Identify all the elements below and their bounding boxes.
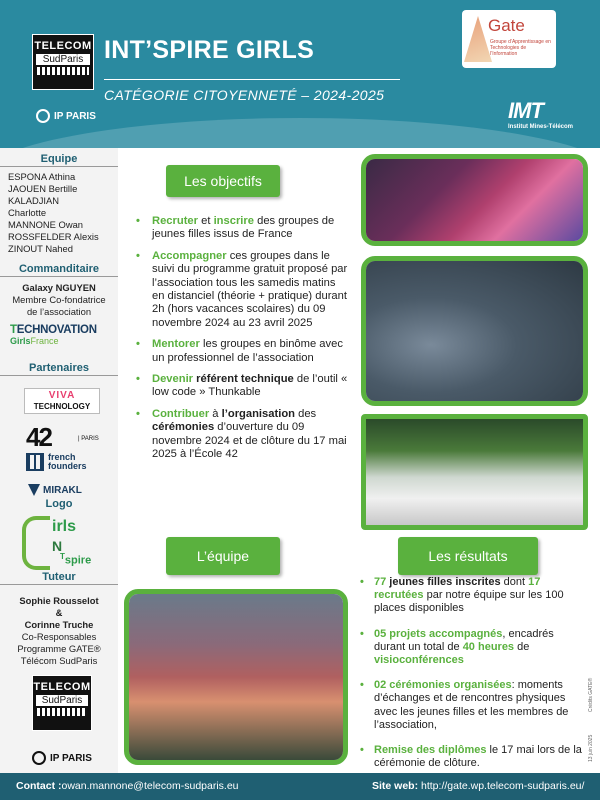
page-subtitle: CATÉGORIE CITOYENNETÉ – 2024-2025 [104, 87, 385, 103]
team-member: JAOUEN Bertille [8, 183, 78, 194]
text-run: Accompagner [152, 249, 227, 262]
bottom-ipparis-logo: IP PARIS [32, 751, 92, 765]
partners-heading: Partenaires [0, 362, 118, 376]
results-heading-box: Les résultats [398, 537, 538, 575]
text-run: Remise des diplômes [374, 744, 487, 757]
text-run: des groupes de jeunes filles issus de France [152, 215, 335, 241]
team-list [8, 171, 99, 255]
mirakl-icon [28, 484, 40, 496]
text-run: jeunes filles inscrites [386, 576, 501, 588]
objective-item [134, 408, 348, 462]
website-link[interactable]: http://gate.wp.telecom-sudparis.eu/ [418, 780, 585, 792]
text-run: 40 heures [462, 640, 515, 653]
text-run: cérémonies [152, 421, 215, 434]
logo-g-shape [22, 516, 50, 570]
text-run: Devenir [152, 373, 194, 386]
tutor-info: Sophie Rousselot & Corinne Truche Co-Responsables Programme GATE® Télécom SudParis [17, 595, 101, 666]
contact-email-link[interactable]: owan.mannone@telecom-sudparis.eu [61, 780, 239, 792]
team-member: ZINOUT Nahed [8, 243, 73, 254]
photo-team [124, 589, 348, 765]
logo-heading: Logo [45, 498, 73, 510]
footer-website: Site web: http://gate.wp.telecom-sudparis.eu/ [372, 780, 585, 792]
text-run: les groupes en binôme avec un professionnel de l’association [152, 338, 343, 364]
logo-barcode [37, 708, 87, 716]
sponsor-name: Galaxy NGUYEN [22, 282, 96, 293]
sidebar [0, 148, 118, 773]
objective-item [134, 215, 348, 242]
text-run: , encadrés durant un total de [374, 627, 554, 653]
imt-logo: IMT Institut Mines-Télécom [508, 98, 574, 130]
objective-item [134, 373, 348, 400]
text-run: 05 projets accompagnés [374, 627, 503, 640]
objective-item [134, 250, 348, 330]
text-run: Recruter [152, 215, 199, 227]
photo-image [366, 419, 583, 525]
objectives-list [134, 215, 348, 470]
photo-laptops [361, 256, 588, 406]
footer [0, 773, 600, 800]
text-run: 02 cérémonies organisées [374, 679, 512, 692]
mirakl-logo: MIRAKL [28, 484, 82, 496]
ipparis-logo: IP PARIS [36, 109, 96, 123]
text-run: de [514, 640, 530, 653]
title-divider [104, 79, 400, 80]
results-list [360, 576, 586, 782]
girls-n-tspire-logo: irls N $^T$spire [22, 516, 102, 570]
photo-image [366, 159, 583, 241]
text-run: Contribuer [152, 407, 210, 420]
text-run: 17 recrutées [374, 576, 541, 602]
text-run: dont [500, 576, 529, 588]
logo-42-city: | PARIS [78, 436, 99, 442]
objectives-heading: Les objectifs [166, 165, 280, 197]
text-run: Mentorer [152, 338, 200, 351]
ipparis-icon [32, 751, 46, 765]
header-banner [0, 0, 600, 148]
credit-note: Crédits GATE® [588, 677, 594, 712]
photo-image [129, 594, 343, 760]
team-heading: Equipe [0, 153, 118, 167]
vivatech-logo: VIVA TECHNOLOGY [24, 388, 100, 414]
photo-ceremony-group [361, 414, 588, 530]
page-title: INT’SPIRE GIRLS [104, 36, 315, 64]
text-run: : moments d’échanges et de rencontres physiques avec les jeunes filles et les membres de l’association, [374, 679, 569, 731]
logo-42: 42 [26, 422, 51, 452]
result-item [360, 576, 586, 616]
text-run: référent technique [193, 373, 294, 386]
text-run: ces groupes dans le suivi du programme gratuit proposé par l’association tous les samedis matins en distanciel (théorie + pratique) durant 2h (hors vacances scolaires) du 09 novembre 2024 au 23 avril 2025 [152, 249, 348, 329]
text-run: par notre équipe sur les 100 places disponibles [374, 589, 564, 615]
text-run: des [295, 407, 317, 420]
text-run: et [198, 215, 214, 227]
text-run: d’ouverture du 09 novembre 2024 et de clôture du 17 mai 2025 à l’École 42 [152, 421, 347, 461]
french-founders-logo: french founders [26, 453, 87, 471]
team-member: MANNONE Owan [8, 219, 84, 230]
footer-contact: Contact :owan.mannone@telecom-sudparis.eu [16, 780, 239, 792]
technovation-logo: TECHNOVATION GirlsFrance [10, 324, 97, 346]
bottom-telecom-sudparis-logo: TELECOM SudParis [32, 675, 92, 731]
result-item [360, 679, 586, 732]
result-item [360, 744, 586, 770]
text-run: 77 [374, 576, 387, 588]
telecom-sudparis-logo: TELECOM SudParis [32, 34, 94, 90]
text-run: visioconférences [374, 654, 464, 667]
text-run: inscrire [213, 215, 254, 227]
result-item [360, 628, 586, 668]
date-note: 13 juin 2025 [588, 734, 594, 762]
gate-logo: Gate Groupe d’Apprentissage en Technologies de l’Information [462, 10, 556, 68]
logo-barcode [37, 67, 89, 75]
ipparis-icon [36, 109, 50, 123]
team-member: ESPONA Athina [8, 171, 76, 182]
french-founders-icon [26, 453, 44, 471]
objective-item [134, 338, 348, 365]
sponsor-heading: Commanditaire [0, 263, 118, 277]
photo-students-lab [361, 154, 588, 246]
text-run: l’organisation [221, 407, 295, 420]
sponsor-info: Galaxy NGUYEN Membre Co-fondatrice de l’association [0, 282, 118, 318]
text-run: le 17 mai lors de la cérémonie de clôture. [374, 744, 582, 770]
team-heading-box: L’équipe [166, 537, 280, 575]
text-run: de l’outil « low code » Thunkable [152, 373, 348, 399]
team-member: Charlotte [8, 207, 47, 218]
photo-image [366, 261, 583, 401]
tutor-heading: Tuteur [0, 571, 118, 585]
text-run: à [209, 407, 222, 420]
team-member: ROSSFELDER Alexis [8, 231, 99, 242]
team-member: KALADJIAN [8, 195, 60, 206]
